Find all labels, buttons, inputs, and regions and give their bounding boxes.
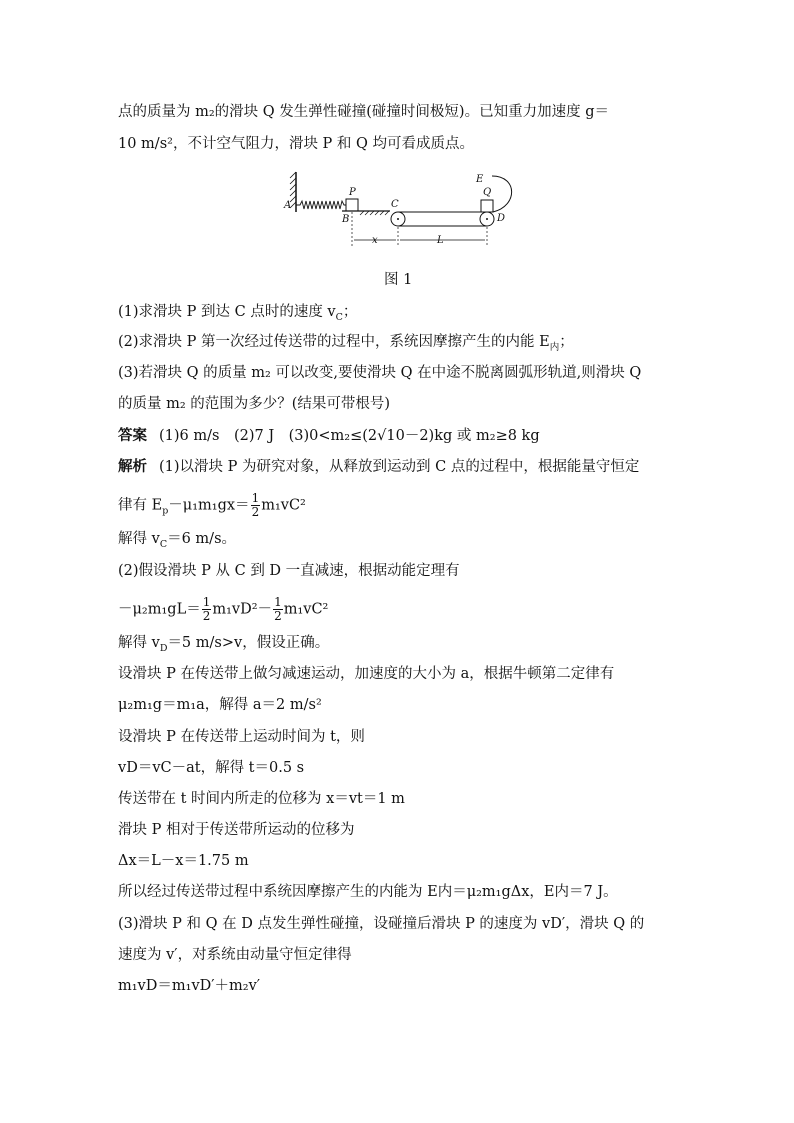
block-p [346,199,358,211]
label-c: C [391,199,399,210]
label-q: Q [483,187,492,198]
solution-line-14: 所以经过传送带过程中系统因摩擦产生的内能为 E内＝μ₂m₁gΔx，E内＝7 J。 [118,884,618,900]
label-x: x [372,235,378,246]
question-3-line-2: 的质量 m₂ 的范围为多少？(结果可带根号) [118,396,391,412]
fraction-half: $\frac{1}{2}$ [274,595,282,623]
solution-line-4: (2)假设滑块 P 从 C 到 D 一直减速，根据动能定理有 [118,563,460,579]
solution-line-3: 解得 $v_C=6$ m/s。 [118,531,237,550]
intro-line-2: 10 m/s²，不计空气阻力，滑块 P 和 Q 均可看成质点。 [118,136,475,152]
solution-line-7: 设滑块 P 在传送带上做匀减速运动，加速度的大小为 a，根据牛顿第二定律有 [118,666,615,682]
label-p: P [349,187,356,198]
figure-caption: 图 1 [384,272,413,288]
fraction-half: $\frac{1}{2}$ [202,595,211,623]
solution-line-5: －μ₂m₁gL＝ $\frac{1}{2}$ m₁vD²－ $\frac{1}{2}$ m₁vC² [118,595,329,623]
solution-line-13: Δx＝L－x＝1.75 m [118,853,249,869]
intro-line-1: 点的质量为 m₂的滑块 Q 发生弹性碰撞(碰撞时间极短)。已知重力加速度 g＝ [118,104,609,120]
block-q [481,200,493,212]
solution-label: 解析 [118,458,147,475]
solution-line-12: 滑块 P 相对于传送带所运动的位移为 [118,822,355,838]
wheel-d-axle [486,218,488,220]
label-b: B [342,214,350,225]
label-l: L [437,235,444,246]
label-a: A [284,200,292,211]
solution-line-15: (3)滑块 P 和 Q 在 D 点发生弹性碰撞，设碰撞后滑块 P 的速度为 vD′，滑块 Q 的 [118,916,645,932]
label-d: D [497,213,506,224]
solution-line-6: 解得 $v_D=5$ m/s>v，假设正确。 [118,635,330,654]
arc-track [492,176,512,212]
answer-line: 答案 (1)6 m/s (2)7 J (3)0<m₂≤(2√10－2)kg 或 m₂≥8 kg [118,427,540,444]
solution-line-10: vD＝vC－at，解得 t＝0.5 s [118,760,305,776]
conveyor-diagram [280,166,520,258]
question-3-line-1: (3)若滑块 Q 的质量 m₂ 可以改变,要使滑块 Q 在中途不脱离圆弧形轨道,则滑块 Q [118,365,642,381]
solution-line-11: 传送带在 t 时间内所走的位移为 x＝vt＝1 m [118,791,405,807]
solution-line-2: 律有 $E_p-\mu_1m_1gx=$ $\frac{1}{2}$ m₁vC² [118,491,306,519]
fraction-half: $\frac{1}{2}$ [251,491,260,519]
solution-line-17: m₁vD＝m₁vD′＋m₂v′ [118,978,261,994]
wheel-c-axle [397,218,399,220]
spring [296,201,346,209]
solution-line-1: 解析 (1)以滑块 P 为研究对象，从释放到运动到 C 点的过程中，根据能量守恒定 [118,458,640,475]
solution-line-9: 设滑块 P 在传送带上运动时间为 t，则 [118,729,365,745]
solution-line-16: 速度为 v′，对系统由动量守恒定律得 [118,947,352,963]
label-e: E [476,174,484,185]
answer-label: 答案 [118,427,147,444]
question-2: (2)求滑块 P 第一次经过传送带的过程中，系统因摩擦产生的内能 $E_内$； [118,334,574,353]
rough-hatch [360,211,389,215]
question-1: (1)求滑块 P 到达 C 点时的速度 $v_C$； [118,304,358,323]
solution-line-8: μ₂m₁g＝m₁a，解得 a＝2 m/s² [118,697,322,713]
